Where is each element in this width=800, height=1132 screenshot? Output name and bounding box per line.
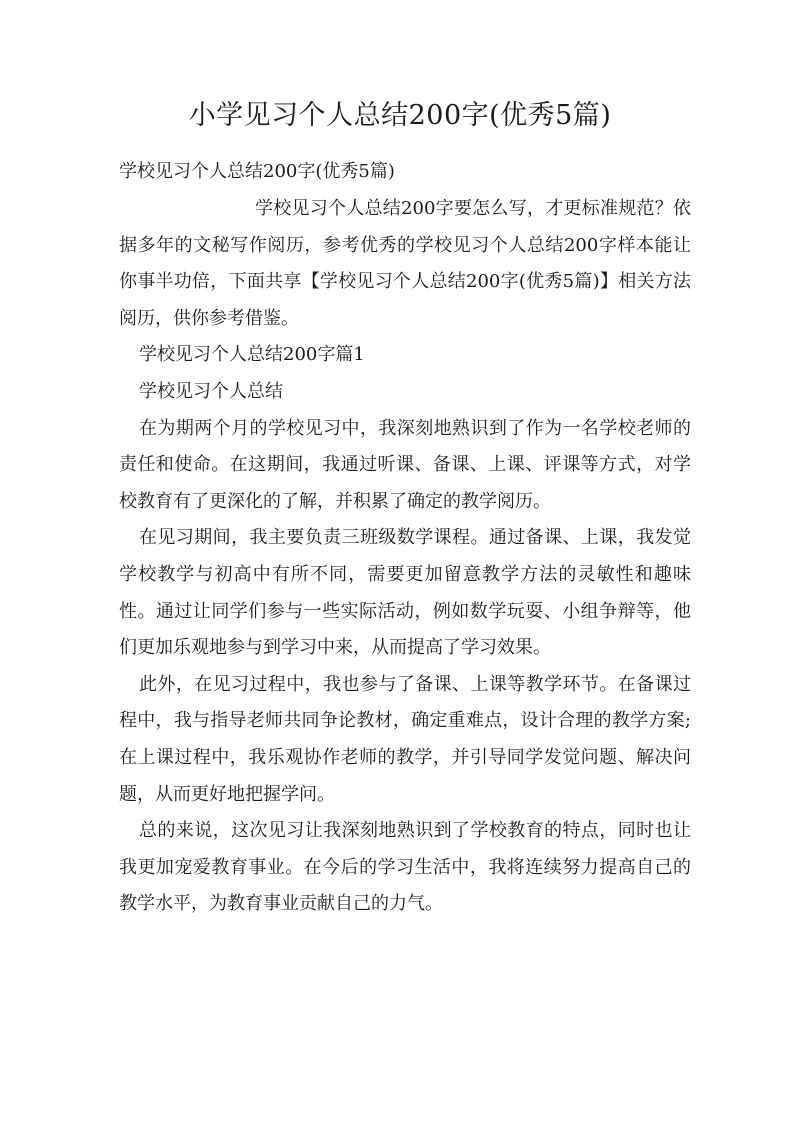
document-body: [119, 191, 691, 923]
document-subtitle: 学校见习个人总结200字(优秀5篇): [119, 161, 395, 182]
section-heading: 学校见习个人总结200字篇1: [139, 344, 365, 366]
document-title: 小学见习个人总结200字(优秀5篇): [188, 100, 612, 131]
essay-heading: 学校见习个人总结: [139, 380, 283, 402]
body-paragraph: 此外，在见习过程中，我也参与了备课、上课等教学环节。在备课过程中，我与指导老师共同争论教材，确定重难点，设计合理的教学方案;在上课过程中，我乐观协作老师的教学，并引导同学发觉问题、解决问题，从而更好地把握学问。: [119, 673, 691, 805]
body-paragraph: 在为期两个月的学校见习中，我深刻地熟识到了作为一名学校老师的责任和使命。在这期间，我通过听课、备课、上课、评课等方式，对学校教育有了更深化的了解，并积累了确定的教学阅历。: [119, 417, 691, 512]
intro-paragraph: 学校见习个人总结200字要怎么写，才更标准规范？依据多年的文秘写作阅历，参考优秀的学校见习个人总结200字样本能让你事半功倍，下面共享【学校见习个人总结200字(优秀5篇)】相关方法阅历，供你参考借鉴。: [119, 198, 691, 329]
body-paragraph: 总的来说，这次见习让我深刻地熟识到了学校教育的特点，同时也让我更加宠爱教育事业。在今后的学习生活中，我将连续努力提高自己的教学水平，为教育事业贡献自己的力气。: [119, 820, 691, 915]
body-paragraph: 在见习期间，我主要负责三班级数学课程。通过备课、上课，我发觉学校教学与初高中有所不同，需要更加留意教学方法的灵敏性和趣味性。通过让同学们参与一些实际活动，例如数学玩耍、小组争辩等，他们更加乐观地参与到学习中来，从而提高了学习效果。: [119, 527, 691, 659]
